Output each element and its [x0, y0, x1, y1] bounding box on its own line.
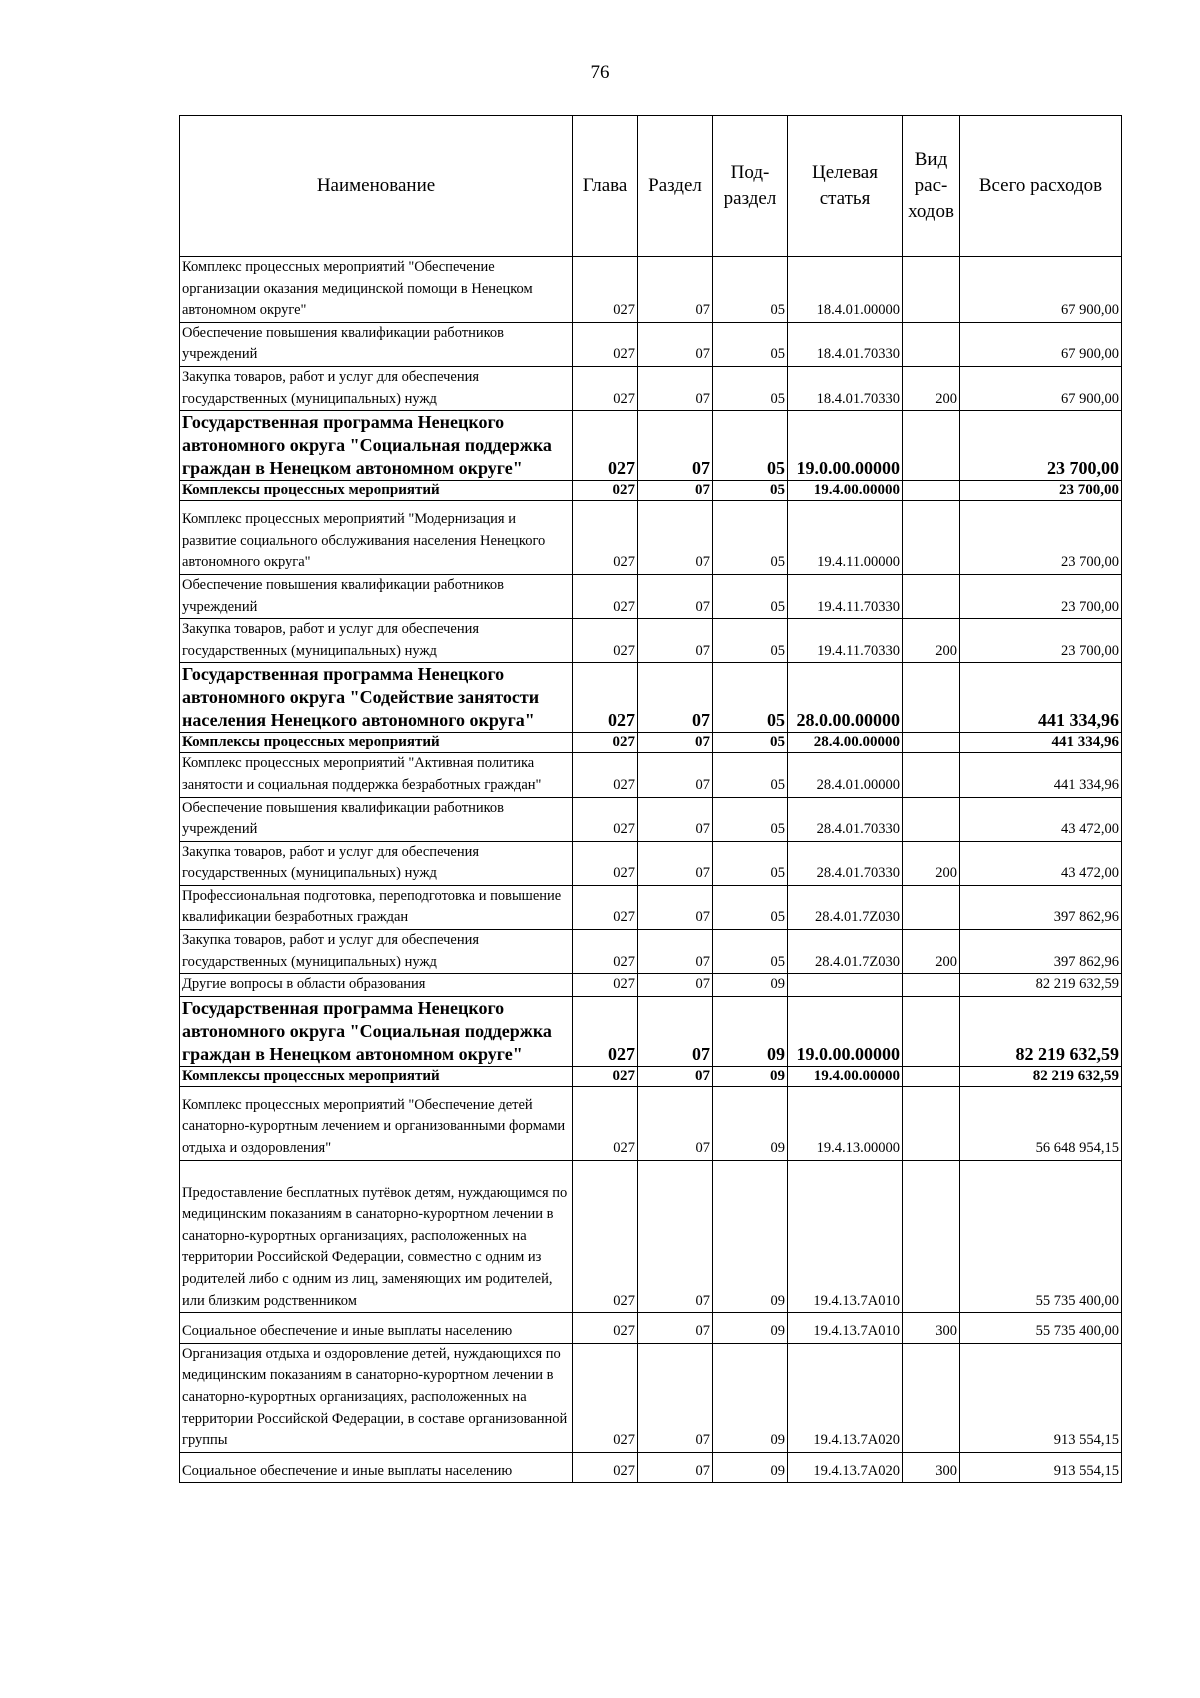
row-name: Закупка товаров, работ и услуг для обеспечения государственных (муниципальных) нужд — [180, 841, 573, 885]
row-subsection: 05 — [713, 619, 788, 663]
row-section: 07 — [638, 885, 713, 929]
row-subsection: 09 — [713, 1160, 788, 1313]
row-chapter: 027 — [573, 996, 638, 1066]
table-row — [180, 619, 1122, 663]
row-subsection: 09 — [713, 1452, 788, 1483]
row-target: 19.4.11.70330 — [788, 619, 903, 663]
row-name: Закупка товаров, работ и услуг для обеспечения государственных (муниципальных) нужд — [180, 930, 573, 974]
table-row — [180, 1343, 1122, 1452]
row-target — [788, 974, 903, 997]
row-total: 56 648 954,15 — [960, 1086, 1122, 1160]
row-target: 28.4.01.70330 — [788, 797, 903, 841]
row-section: 07 — [638, 411, 713, 481]
row-subsection: 05 — [713, 322, 788, 366]
header-chapter: Глава — [573, 116, 638, 257]
row-total: 23 700,00 — [960, 411, 1122, 481]
row-chapter: 027 — [573, 501, 638, 575]
row-target: 19.4.11.00000 — [788, 501, 903, 575]
table-row-complex — [180, 733, 1122, 753]
table-row-complex — [180, 1066, 1122, 1086]
row-target: 19.4.13.7А010 — [788, 1160, 903, 1313]
row-expense-type: 200 — [903, 930, 960, 974]
row-name: Предоставление бесплатных путёвок детям, нуждающимся по медицинским показаниям в санаторно-курортном лечении в санаторно-курортных организациях, расположенных на территории Российской Федерации, совместно с одним из родителей либо с одним из лиц, заменяющих им родителей, или близким родственником — [180, 1160, 573, 1313]
table-row-program — [180, 663, 1122, 733]
header-subsection: Под-раздел — [713, 116, 788, 257]
row-expense-type — [903, 753, 960, 797]
row-chapter: 027 — [573, 1086, 638, 1160]
row-total: 23 700,00 — [960, 481, 1122, 501]
row-chapter: 027 — [573, 1343, 638, 1452]
row-subsection: 05 — [713, 257, 788, 323]
row-chapter: 027 — [573, 1313, 638, 1344]
table-row — [180, 501, 1122, 575]
row-total: 82 219 632,59 — [960, 1066, 1122, 1086]
row-section: 07 — [638, 753, 713, 797]
row-chapter: 027 — [573, 1066, 638, 1086]
row-expense-type — [903, 797, 960, 841]
row-section: 07 — [638, 733, 713, 753]
row-section: 07 — [638, 1160, 713, 1313]
row-total: 441 334,96 — [960, 663, 1122, 733]
row-expense-type: 300 — [903, 1313, 960, 1344]
row-chapter: 027 — [573, 257, 638, 323]
row-total: 913 554,15 — [960, 1452, 1122, 1483]
row-total: 67 900,00 — [960, 322, 1122, 366]
row-section: 07 — [638, 663, 713, 733]
row-expense-type — [903, 996, 960, 1066]
table-row — [180, 930, 1122, 974]
header-expense-type: Вид рас-ходов — [903, 116, 960, 257]
table-row-complex — [180, 481, 1122, 501]
row-target: 19.4.13.00000 — [788, 1086, 903, 1160]
row-section: 07 — [638, 501, 713, 575]
table-row — [180, 841, 1122, 885]
row-expense-type — [903, 481, 960, 501]
table-row — [180, 366, 1122, 410]
table-row — [180, 974, 1122, 997]
row-total: 82 219 632,59 — [960, 996, 1122, 1066]
row-section: 07 — [638, 1313, 713, 1344]
row-target: 28.4.01.7Z030 — [788, 885, 903, 929]
row-target: 28.4.01.7Z030 — [788, 930, 903, 974]
row-section: 07 — [638, 974, 713, 997]
row-subsection: 05 — [713, 930, 788, 974]
row-name: Другие вопросы в области образования — [180, 974, 573, 997]
row-name: Комплекс процессных мероприятий "Обеспечение детей санаторно-курортным лечением и организованными формами отдыха и оздоровления" — [180, 1086, 573, 1160]
row-chapter: 027 — [573, 366, 638, 410]
row-expense-type — [903, 1343, 960, 1452]
row-name: Государственная программа Ненецкого автономного округа "Социальная поддержка граждан в Ненецком автономном округе" — [180, 996, 573, 1066]
table-row — [180, 1160, 1122, 1313]
header-target: Целевая статья — [788, 116, 903, 257]
row-total: 67 900,00 — [960, 366, 1122, 410]
row-expense-type — [903, 411, 960, 481]
row-section: 07 — [638, 574, 713, 618]
row-expense-type — [903, 574, 960, 618]
row-chapter: 027 — [573, 574, 638, 618]
row-target: 19.0.00.00000 — [788, 411, 903, 481]
row-chapter: 027 — [573, 1452, 638, 1483]
row-name: Комплексы процессных мероприятий — [180, 481, 573, 501]
row-subsection: 05 — [713, 411, 788, 481]
row-subsection: 05 — [713, 841, 788, 885]
row-name: Комплекс процессных мероприятий "Модернизация и развитие социального обслуживания населения Ненецкого автономного округа" — [180, 501, 573, 575]
row-section: 07 — [638, 1066, 713, 1086]
row-total: 441 334,96 — [960, 733, 1122, 753]
row-expense-type — [903, 733, 960, 753]
header-name: Наименование — [180, 116, 573, 257]
row-expense-type — [903, 663, 960, 733]
row-subsection: 05 — [713, 797, 788, 841]
budget-table — [179, 115, 1122, 1483]
row-section: 07 — [638, 1086, 713, 1160]
row-target: 19.4.11.70330 — [788, 574, 903, 618]
row-chapter: 027 — [573, 733, 638, 753]
row-target: 18.4.01.70330 — [788, 366, 903, 410]
row-target: 19.4.13.7А020 — [788, 1343, 903, 1452]
row-name: Обеспечение повышения квалификации работников учреждений — [180, 797, 573, 841]
row-expense-type — [903, 885, 960, 929]
row-name: Социальное обеспечение и иные выплаты населению — [180, 1313, 573, 1344]
row-total: 397 862,96 — [960, 930, 1122, 974]
row-subsection: 09 — [713, 1066, 788, 1086]
row-chapter: 027 — [573, 619, 638, 663]
row-section: 07 — [638, 1452, 713, 1483]
row-name: Организация отдыха и оздоровление детей, нуждающихся по медицинским показаниям в санаторно-курортном лечении в санаторно-курортных организациях, расположенных на территории Российской Федерации, в составе организованной группы — [180, 1343, 573, 1452]
table-row — [180, 1086, 1122, 1160]
table-row — [180, 797, 1122, 841]
row-target: 28.4.00.00000 — [788, 733, 903, 753]
row-expense-type — [903, 257, 960, 323]
row-chapter: 027 — [573, 930, 638, 974]
row-expense-type: 200 — [903, 841, 960, 885]
row-expense-type: 200 — [903, 619, 960, 663]
row-name: Закупка товаров, работ и услуг для обеспечения государственных (муниципальных) нужд — [180, 619, 573, 663]
row-total: 397 862,96 — [960, 885, 1122, 929]
row-total: 23 700,00 — [960, 501, 1122, 575]
row-name: Закупка товаров, работ и услуг для обеспечения государственных (муниципальных) нужд — [180, 366, 573, 410]
row-total: 23 700,00 — [960, 574, 1122, 618]
row-section: 07 — [638, 481, 713, 501]
row-name: Комплексы процессных мероприятий — [180, 733, 573, 753]
row-subsection: 05 — [713, 753, 788, 797]
row-subsection: 09 — [713, 1313, 788, 1344]
row-chapter: 027 — [573, 841, 638, 885]
row-subsection: 05 — [713, 366, 788, 410]
row-subsection: 05 — [713, 663, 788, 733]
row-chapter: 027 — [573, 974, 638, 997]
row-expense-type: 200 — [903, 366, 960, 410]
row-name: Обеспечение повышения квалификации работников учреждений — [180, 322, 573, 366]
row-expense-type — [903, 1066, 960, 1086]
row-subsection: 05 — [713, 481, 788, 501]
row-section: 07 — [638, 1343, 713, 1452]
row-subsection: 05 — [713, 501, 788, 575]
row-total: 913 554,15 — [960, 1343, 1122, 1452]
row-subsection: 09 — [713, 974, 788, 997]
header-section: Раздел — [638, 116, 713, 257]
row-total: 55 735 400,00 — [960, 1313, 1122, 1344]
row-name: Комплекс процессных мероприятий "Обеспечение организации оказания медицинской помощи в Ненецком автономном округе" — [180, 257, 573, 323]
table-row-program — [180, 411, 1122, 481]
table-row — [180, 1313, 1122, 1344]
row-name: Социальное обеспечение и иные выплаты населению — [180, 1452, 573, 1483]
row-chapter: 027 — [573, 753, 638, 797]
row-total: 23 700,00 — [960, 619, 1122, 663]
row-name: Государственная программа Ненецкого автономного округа "Социальная поддержка граждан в Ненецком автономном округе" — [180, 411, 573, 481]
row-section: 07 — [638, 366, 713, 410]
row-target: 19.4.00.00000 — [788, 1066, 903, 1086]
table-row-program — [180, 996, 1122, 1066]
header-total: Всего расходов — [960, 116, 1122, 257]
table-header-row — [180, 116, 1122, 257]
row-subsection: 09 — [713, 1343, 788, 1452]
row-expense-type — [903, 974, 960, 997]
row-section: 07 — [638, 257, 713, 323]
row-total: 82 219 632,59 — [960, 974, 1122, 997]
row-target: 28.0.00.00000 — [788, 663, 903, 733]
row-total: 441 334,96 — [960, 753, 1122, 797]
table-row — [180, 885, 1122, 929]
row-subsection: 09 — [713, 1086, 788, 1160]
row-total: 55 735 400,00 — [960, 1160, 1122, 1313]
row-chapter: 027 — [573, 481, 638, 501]
row-expense-type — [903, 1160, 960, 1313]
table-row — [180, 574, 1122, 618]
row-total: 43 472,00 — [960, 797, 1122, 841]
row-target: 19.0.00.00000 — [788, 996, 903, 1066]
row-target: 18.4.01.00000 — [788, 257, 903, 323]
row-name: Профессиональная подготовка, переподготовка и повышение квалификации безработных граждан — [180, 885, 573, 929]
row-subsection: 05 — [713, 574, 788, 618]
row-chapter: 027 — [573, 663, 638, 733]
row-target: 28.4.01.70330 — [788, 841, 903, 885]
row-name: Обеспечение повышения квалификации работников учреждений — [180, 574, 573, 618]
table-row — [180, 322, 1122, 366]
row-section: 07 — [638, 797, 713, 841]
row-target: 28.4.01.00000 — [788, 753, 903, 797]
row-expense-type — [903, 501, 960, 575]
row-section: 07 — [638, 996, 713, 1066]
row-target: 19.4.13.7А010 — [788, 1313, 903, 1344]
row-subsection: 09 — [713, 996, 788, 1066]
row-section: 07 — [638, 619, 713, 663]
row-total: 43 472,00 — [960, 841, 1122, 885]
row-name: Комплексы процессных мероприятий — [180, 1066, 573, 1086]
row-chapter: 027 — [573, 322, 638, 366]
table-row — [180, 753, 1122, 797]
table-row — [180, 1452, 1122, 1483]
row-chapter: 027 — [573, 411, 638, 481]
row-subsection: 05 — [713, 885, 788, 929]
page-number: 76 — [590, 62, 610, 83]
row-section: 07 — [638, 930, 713, 974]
row-chapter: 027 — [573, 885, 638, 929]
row-expense-type — [903, 322, 960, 366]
row-name: Государственная программа Ненецкого автономного округа "Содействие занятости населения Ненецкого автономного округа" — [180, 663, 573, 733]
row-chapter: 027 — [573, 1160, 638, 1313]
row-name: Комплекс процессных мероприятий "Активная политика занятости и социальная поддержка безработных граждан" — [180, 753, 573, 797]
table-row — [180, 257, 1122, 323]
row-expense-type — [903, 1086, 960, 1160]
row-subsection: 05 — [713, 733, 788, 753]
row-section: 07 — [638, 841, 713, 885]
row-target: 19.4.13.7А020 — [788, 1452, 903, 1483]
row-expense-type: 300 — [903, 1452, 960, 1483]
row-target: 19.4.00.00000 — [788, 481, 903, 501]
row-total: 67 900,00 — [960, 257, 1122, 323]
row-section: 07 — [638, 322, 713, 366]
row-target: 18.4.01.70330 — [788, 322, 903, 366]
row-chapter: 027 — [573, 797, 638, 841]
